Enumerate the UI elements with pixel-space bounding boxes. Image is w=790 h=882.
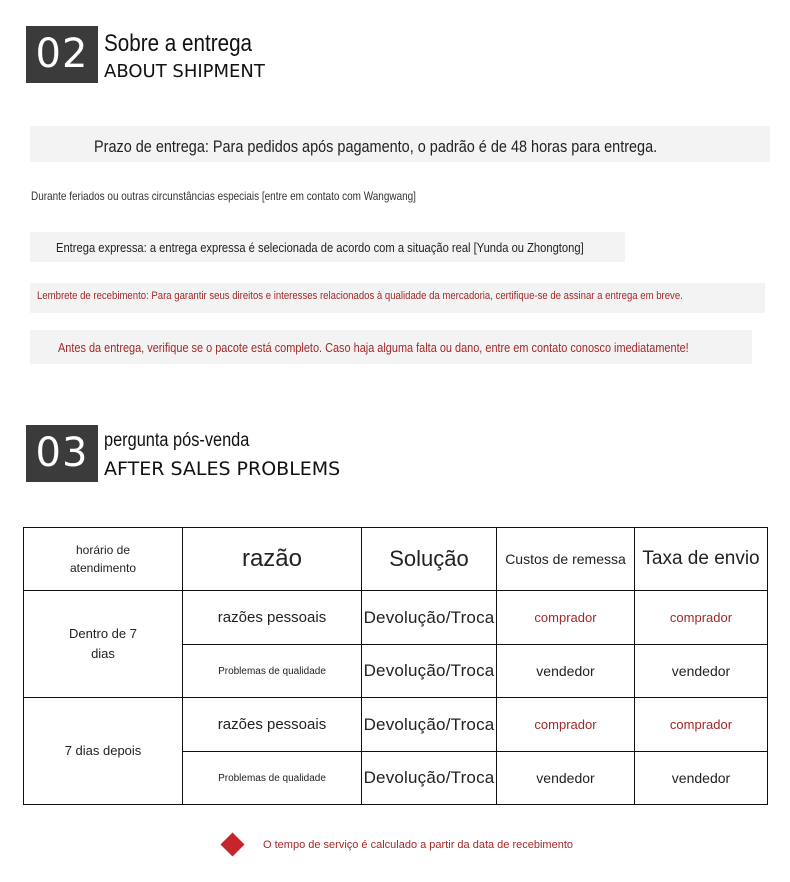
delivery-line: Entrega expressa: a entrega expressa é selecionada de acordo com a situação real [Yunda ou Zhongtong] bbox=[56, 240, 584, 255]
delivery-line: Antes da entrega, verifique se o pacote está completo. Caso haja alguma falta ou dano, entre em contato conosco imediatamente! bbox=[58, 340, 689, 355]
shipping-fee-cell: vendedor bbox=[635, 645, 768, 698]
shipping-cost-cell: vendedor bbox=[497, 752, 635, 805]
shipping-fee-cell: comprador bbox=[635, 591, 768, 645]
reason-cell: Problemas de qualidade bbox=[183, 752, 362, 805]
delivery-line: Lembrete de recebimento: Para garantir seus direitos e interesses relacionados à qualidade da mercadoria, certifique-se de assinar a entrega em breve. bbox=[37, 290, 683, 302]
delivery-line: Durante feriados ou outras circunstâncias especiais [entre em contato com Wangwang] bbox=[31, 189, 416, 203]
section-title: pergunta pós-venda bbox=[104, 430, 250, 451]
delivery-line: Prazo de entrega: Para pedidos após pagamento, o padrão é de 48 horas para entrega. bbox=[94, 137, 658, 156]
section-number-box: 02 bbox=[26, 26, 98, 83]
footnote-text: O tempo de serviço é calculado a partir da data de recebimento bbox=[263, 838, 574, 851]
section-03-header bbox=[26, 425, 340, 482]
reason-cell: Problemas de qualidade bbox=[183, 645, 362, 698]
shipping-fee-cell: vendedor bbox=[635, 752, 768, 805]
section-number-box: 03 bbox=[26, 425, 98, 482]
column-header: Solução bbox=[362, 528, 497, 591]
shipping-cost-cell: vendedor bbox=[497, 645, 635, 698]
section-subtitle: AFTER SALES PROBLEMS bbox=[104, 458, 341, 480]
diamond-icon bbox=[220, 832, 244, 856]
after-sales-table bbox=[23, 527, 768, 805]
table-row bbox=[24, 698, 768, 752]
column-header: razão bbox=[183, 528, 362, 591]
shipping-cost-cell: comprador bbox=[497, 698, 635, 752]
solution-cell: Devolução/Troca bbox=[362, 591, 497, 645]
section-02-header bbox=[26, 26, 276, 84]
table-header-row bbox=[24, 528, 768, 591]
section-title: Sobre a entrega bbox=[104, 30, 253, 57]
section-subtitle: ABOUT SHIPMENT bbox=[104, 61, 265, 82]
solution-cell: Devolução/Troca bbox=[362, 752, 497, 805]
solution-cell: Devolução/Troca bbox=[362, 698, 497, 752]
column-header: Taxa de envio bbox=[635, 528, 768, 591]
column-header: Custos de remessa bbox=[497, 528, 635, 591]
reason-cell: razões pessoais bbox=[183, 698, 362, 752]
time-cell: 7 dias depois bbox=[24, 698, 183, 805]
footnote bbox=[224, 836, 573, 853]
shipping-fee-cell: comprador bbox=[635, 698, 768, 752]
section-heading bbox=[104, 425, 340, 481]
reason-cell: razões pessoais bbox=[183, 591, 362, 645]
table-row bbox=[24, 591, 768, 645]
time-cell: Dentro de 7 dias bbox=[24, 591, 183, 698]
shipping-cost-cell: comprador bbox=[497, 591, 635, 645]
column-header: horário de atendimento bbox=[24, 528, 183, 591]
solution-cell: Devolução/Troca bbox=[362, 645, 497, 698]
section-heading bbox=[104, 26, 276, 84]
